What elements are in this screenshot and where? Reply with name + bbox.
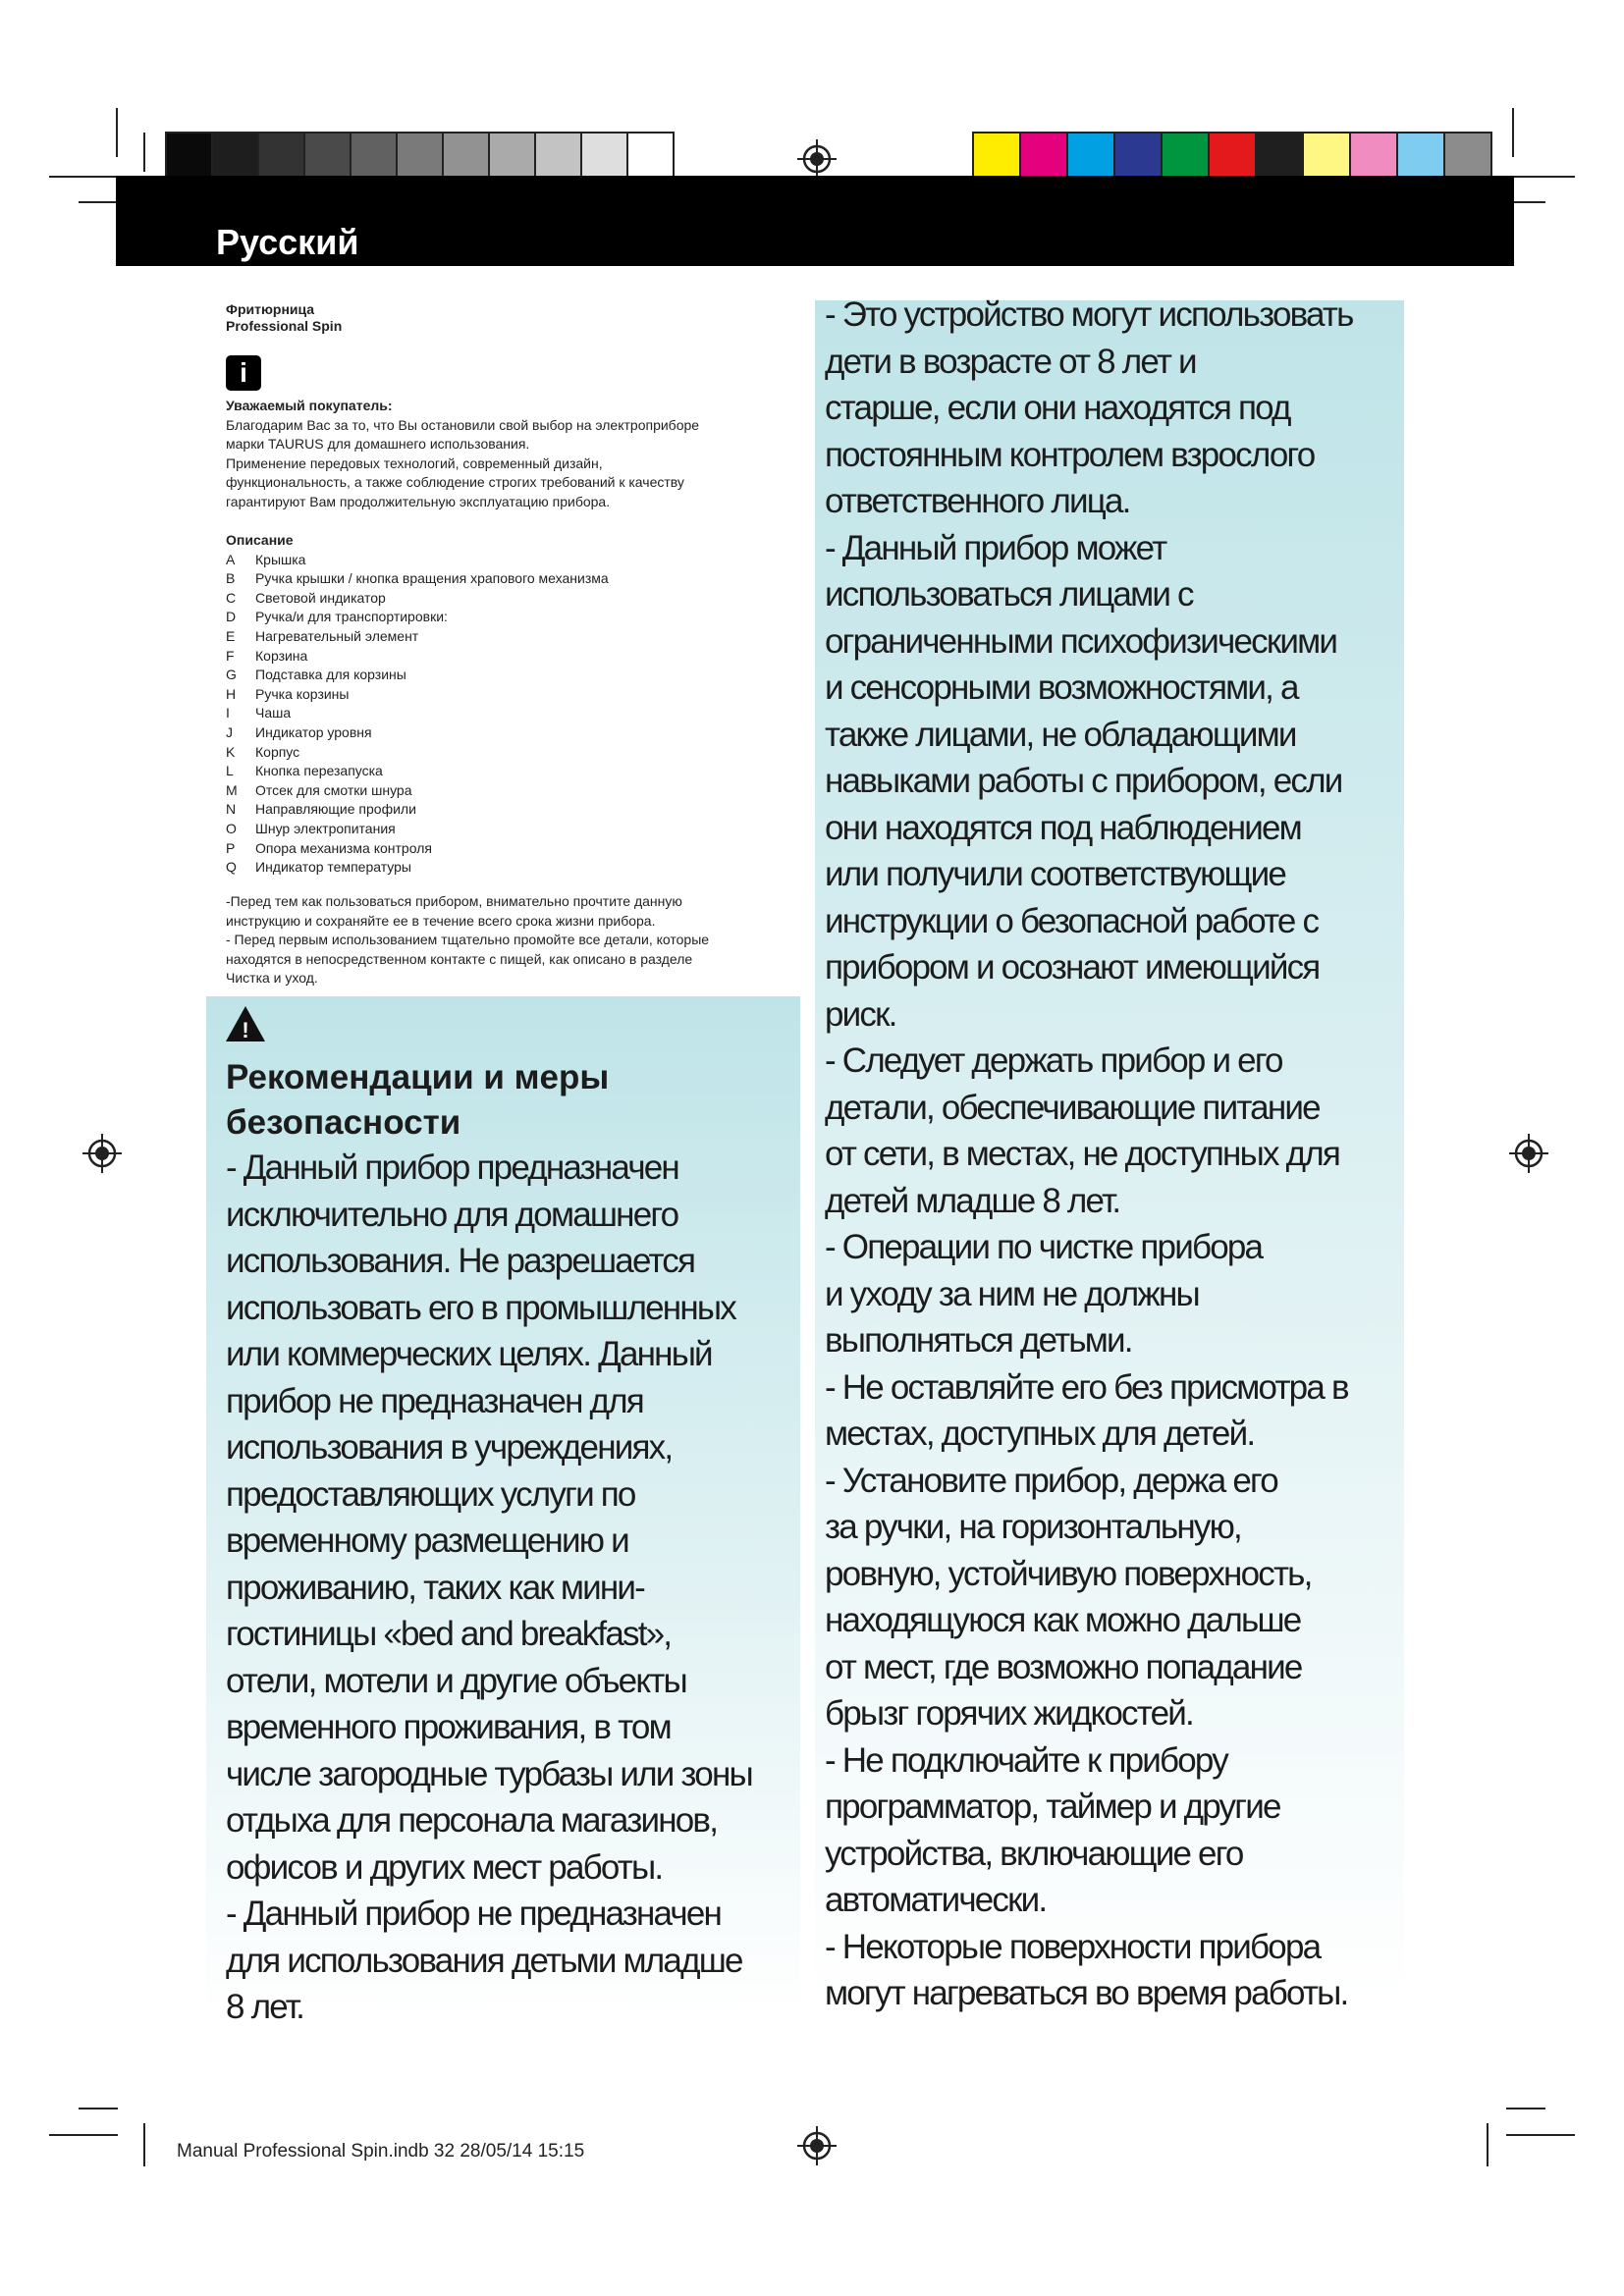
product-title	[226, 301, 342, 335]
crop-mark	[116, 108, 118, 157]
description-item-text: Ручка крышки / кнопка вращения храпового механизма	[255, 570, 609, 587]
safety-text-line: - Данный прибор предназначен	[226, 1148, 678, 1187]
safety-text-line: прибор не предназначен для	[226, 1381, 643, 1420]
safety-text-line: от мест, где возможно попадание	[825, 1647, 1302, 1686]
safety-text-line: программатор, таймер и другие	[825, 1788, 1280, 1826]
process-swatch	[1396, 132, 1445, 181]
description-item-text: Индикатор уровня	[255, 723, 372, 740]
safety-text-line: устройства, включающие его	[825, 1834, 1243, 1873]
language-title: Русский	[216, 222, 359, 262]
print-slug: Manual Professional Spin.indb 32 28/05/14 15:15	[177, 2141, 585, 2162]
safety-text-line: использования в учреждениях,	[226, 1428, 673, 1467]
safety-text-line: проживанию, таких как мини-	[226, 1568, 645, 1607]
safety-text-line: - Не подключайте к прибору	[825, 1740, 1227, 1780]
crop-mark	[1512, 108, 1514, 157]
description-item	[226, 820, 795, 839]
safety-text-line: - Операции по чистке прибора	[825, 1228, 1263, 1266]
description-item-letter: C	[226, 589, 237, 606]
gray-swatch	[211, 132, 259, 181]
description-item-letter: L	[226, 763, 234, 779]
safety-text-line: - Установите прибор, держа его	[825, 1461, 1277, 1500]
safety-text-line: отели, мотели и другие объекты	[226, 1661, 686, 1700]
safety-text-line: ограниченными психофизическими	[825, 621, 1337, 661]
description-item-letter: D	[226, 609, 237, 625]
safety-text-line: и сенсорными возможностями, а	[825, 668, 1298, 707]
registration-mark-icon	[1507, 1132, 1550, 1175]
description-item-letter: H	[226, 685, 237, 702]
description-item-letter: P	[226, 839, 236, 856]
safety-text-line: использования. Не разрешается	[226, 1242, 695, 1280]
safety-text-line: числе загородные турбазы или зоны	[226, 1754, 752, 1793]
process-color-bar	[972, 132, 1490, 181]
crop-mark	[1487, 2123, 1489, 2166]
safety-text-line: постоянным контролем взрослого	[825, 435, 1315, 474]
safety-text-line: офисов и других мест работы.	[226, 1847, 663, 1887]
safety-text-line: гостиницы «bed and breakfast»,	[226, 1615, 672, 1653]
gray-swatch	[257, 132, 305, 181]
description-item-text: Опора механизма контроля	[255, 839, 432, 856]
svg-text:!: !	[242, 1018, 249, 1042]
description-item-text: Ручка/и для транспортировки:	[255, 609, 448, 625]
gray-swatch	[442, 132, 490, 181]
gray-swatch	[488, 132, 536, 181]
safety-heading	[226, 1055, 795, 1146]
safety-text-line: исключительно для домашнего	[226, 1195, 678, 1234]
description-list	[226, 551, 795, 878]
description-item-letter: A	[226, 551, 236, 567]
registration-mark-icon	[795, 2124, 839, 2167]
info-icon: i	[226, 355, 261, 391]
description-item	[226, 608, 795, 627]
safety-text-line: брызг горячих жидкостей.	[825, 1694, 1193, 1733]
registration-mark-icon	[795, 137, 839, 181]
gray-swatch	[303, 132, 352, 181]
crop-mark	[79, 2108, 118, 2109]
gray-swatch	[534, 132, 582, 181]
description-section	[226, 531, 795, 878]
greeting-title: Уважаемый покупатель:	[226, 398, 393, 413]
safety-heading-line: Рекомендации и меры	[226, 1058, 610, 1096]
description-item-text: Ручка корзины	[255, 685, 350, 702]
description-item-letter: O	[226, 820, 237, 836]
crop-mark	[49, 2134, 118, 2136]
safety-text-line: инструкции о безопасной работе с	[825, 901, 1319, 940]
safety-text-right	[825, 292, 1414, 2017]
description-item	[226, 762, 795, 781]
gray-swatch	[165, 132, 213, 181]
description-item-letter: E	[226, 627, 236, 644]
gray-swatch	[626, 132, 675, 181]
safety-text-line: могут нагреваться во время работы.	[825, 1974, 1348, 2012]
description-item-letter: G	[226, 667, 237, 683]
description-item-text: Световой индикатор	[255, 589, 386, 606]
note-line: Чистка и уход.	[226, 970, 318, 987]
greeting-line: гарантируют Вам продолжительную эксплуатацию прибора.	[226, 493, 611, 509]
process-swatch	[1161, 132, 1210, 181]
safety-text-line: использовать его в промышленных	[226, 1288, 735, 1327]
crop-mark	[143, 133, 145, 172]
safety-text-line: или получили соответствующие	[825, 855, 1286, 893]
product-model: Professional Spin	[226, 318, 343, 334]
safety-text-line: - Не оставляйте его без присмотра в	[825, 1367, 1348, 1407]
safety-text-line: выполняться детьми.	[825, 1321, 1132, 1360]
description-item	[226, 858, 795, 878]
safety-text-line: автоматически.	[825, 1881, 1047, 1919]
safety-text-line: за ручки, на горизонтальную,	[825, 1508, 1241, 1546]
description-item-letter: B	[226, 570, 236, 587]
description-item-text: Направляющие профили	[255, 801, 416, 818]
description-item	[226, 723, 795, 743]
note-line: находятся в непосредственном контакте с пищей, как описано в разделе	[226, 950, 693, 967]
description-item-letter: N	[226, 801, 237, 818]
safety-text-line: детей младше 8 лет.	[825, 1181, 1120, 1220]
description-item	[226, 627, 795, 647]
description-item	[226, 743, 795, 763]
grayscale-color-bar	[165, 132, 673, 181]
note-line: - Перед первым использованием тщательно промойте все детали, которые	[226, 932, 710, 948]
safety-text-line: находящуюся как можно дальше	[825, 1601, 1301, 1639]
crop-mark	[1506, 176, 1575, 178]
greeting-line: Применение передовых технологий, современный дизайн,	[226, 454, 603, 471]
process-swatch	[972, 132, 1021, 181]
safety-text-line: и уходу за ним не должны	[825, 1274, 1199, 1313]
safety-text-line: - Данный прибор может	[825, 528, 1166, 567]
process-swatch	[1443, 132, 1492, 181]
safety-text-line: - Данный прибор не предназначен	[226, 1895, 722, 1933]
safety-text-left	[226, 1145, 805, 2031]
safety-text-line: прибором и осознают имеющийся	[825, 948, 1320, 987]
note-line: инструкцию и сохраняйте ее в течение всего срока жизни прибора.	[226, 912, 656, 929]
crop-mark	[143, 2123, 145, 2166]
safety-text-line: дети в возрасте от 8 лет и	[825, 342, 1196, 381]
description-item-letter: Q	[226, 859, 237, 876]
description-item-text: Шнур электропитания	[255, 820, 396, 836]
description-item-text: Корзина	[255, 647, 308, 664]
warning-icon	[224, 1004, 267, 1043]
process-swatch	[1208, 132, 1257, 181]
description-item	[226, 666, 795, 685]
safety-text-line: местах, доступных для детей.	[825, 1415, 1255, 1453]
process-swatch	[1255, 132, 1304, 181]
description-item	[226, 781, 795, 801]
description-item-text: Отсек для смотки шнура	[255, 781, 412, 798]
safety-text-line: отдыха для персонала магазинов,	[226, 1801, 718, 1840]
safety-text-line: навыками работы с прибором, если	[825, 762, 1342, 800]
description-title: Описание	[226, 532, 294, 548]
greeting-section	[226, 397, 795, 512]
description-item	[226, 569, 795, 589]
product-name: Фритюрница	[226, 301, 315, 317]
safety-text-line: для использования детьми младше	[226, 1941, 742, 1980]
safety-text-line: - Это устройство могут использовать	[825, 295, 1353, 334]
description-item-text: Кнопка перезапуска	[255, 763, 383, 779]
safety-text-line: временного проживания, в том	[226, 1708, 671, 1746]
description-item	[226, 589, 795, 609]
safety-text-line: риск.	[825, 994, 896, 1034]
process-swatch	[1302, 132, 1351, 181]
description-item-text: Чаша	[255, 705, 292, 721]
safety-text-line: - Некоторые поверхности прибора	[825, 1927, 1321, 1966]
description-item	[226, 551, 795, 570]
description-item-text: Нагревательный элемент	[255, 627, 419, 644]
description-item-letter: I	[226, 705, 230, 721]
greeting-line: Благодарим Вас за то, что Вы остановили свой выбор на электроприборе	[226, 416, 700, 433]
description-item	[226, 839, 795, 859]
crop-mark	[1506, 2134, 1575, 2136]
safety-text-line: - Следует держать прибор и его	[825, 1041, 1282, 1080]
description-item-letter: K	[226, 743, 236, 760]
safety-text-line: или коммерческих целях. Данный	[226, 1335, 712, 1373]
safety-text-line: старше, если они находятся под	[825, 389, 1290, 427]
gray-swatch	[396, 132, 444, 181]
safety-text-line: от сети, в местах, не доступных для	[825, 1135, 1339, 1173]
description-item-letter: M	[226, 781, 238, 798]
safety-text-line: ровную, устойчивую поверхность,	[825, 1554, 1312, 1593]
description-item-text: Индикатор температуры	[255, 859, 411, 876]
gray-swatch	[580, 132, 628, 181]
safety-heading-line: безопасности	[226, 1103, 461, 1142]
crop-mark	[49, 176, 118, 178]
safety-text-line: также лицами, не обладающими	[825, 715, 1296, 754]
safety-text-line: детали, обеспечивающие питание	[825, 1088, 1320, 1127]
crop-mark	[1506, 2108, 1545, 2109]
registration-mark-icon	[81, 1132, 124, 1175]
safety-text-line: использоваться лицами с	[825, 575, 1193, 614]
notes-section	[226, 892, 805, 988]
safety-text-line: временному размещению и	[226, 1522, 628, 1560]
description-item	[226, 647, 795, 667]
safety-text-line: они находятся под наблюдением	[825, 808, 1301, 847]
note-line: -Перед тем как пользоваться прибором, внимательно прочтите данную	[226, 893, 682, 909]
process-swatch	[1019, 132, 1068, 181]
description-item-text: Крышка	[255, 551, 306, 567]
description-item-text: Корпус	[255, 743, 300, 760]
safety-text-line: ответственного лица.	[825, 482, 1130, 520]
description-item	[226, 704, 795, 723]
greeting-line: марки TAURUS для домашнего использования.	[226, 436, 530, 453]
description-item-letter: F	[226, 647, 235, 664]
gray-swatch	[350, 132, 398, 181]
greeting-line: функциональность, а также соблюдение строгих требований к качеству	[226, 474, 684, 491]
description-item	[226, 800, 795, 820]
description-item-letter: J	[226, 723, 233, 740]
process-swatch	[1349, 132, 1398, 181]
description-item-text: Подставка для корзины	[255, 667, 406, 683]
safety-text-line: предоставляющих услуги по	[226, 1474, 635, 1514]
safety-text-line: 8 лет.	[226, 1988, 303, 2026]
process-swatch	[1066, 132, 1115, 181]
process-swatch	[1113, 132, 1163, 181]
crop-mark	[79, 201, 118, 203]
description-item	[226, 685, 795, 705]
